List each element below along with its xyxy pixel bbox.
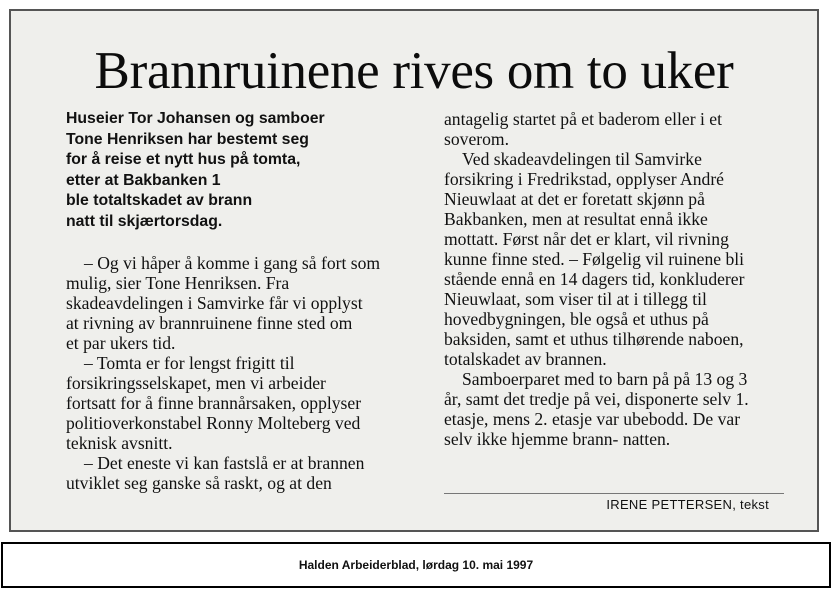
body-line: utviklet seg ganske så raskt, og at den [66,473,332,493]
body-line: skadeavdelingen i Samvirke får vi opplyst [66,293,363,313]
body-paragraph [444,149,789,369]
body-line: mulig, sier Tone Henriksen. Fra [66,273,290,293]
lead-line: Tone Henriksen har bestemt seg [66,130,309,148]
body-paragraph [444,369,789,449]
body-line: antagelig startet på et baderom eller i et [444,109,722,129]
lead-line: natt til skjærtorsdag. [66,212,223,230]
body-line: Ved skadeavdelingen til Samvirke [462,149,702,169]
lead-line: Huseier Tor Johansen og samboer [66,110,325,127]
lead-paragraph [66,109,416,232]
lead-line: for å reise et nytt hus på tomta, [66,151,301,168]
body-line: totalskadet av brannen. [444,349,607,369]
body-line: hovedbygningen, ble også et uthus på [444,309,709,329]
body-line: Bakbanken, men at resultat ennå ikke [444,209,708,229]
body-line: etasje, mens 2. etasje var ubebodd. De var [444,409,741,429]
body-line: et par ukers tid. [66,333,176,353]
body-line: – Tomta er for lengst frigitt til [84,353,295,373]
body-line: mottatt. Først når det er klart, vil rivning [444,229,729,249]
body-line: kunne finne sted. – Følgelig vil ruinene bli [444,249,745,269]
body-line: – Og vi håper å komme i gang så fort som [84,253,381,273]
body-line: år, samt det tredje på vei, disponerte selv 1. [444,389,749,409]
body-line: fortsatt for å finne brannårsaken, opplyser [66,393,362,413]
headline: Brannruinene rives om to uker [94,42,734,100]
body-paragraph [66,453,416,493]
byline: IRENE PETTERSEN, tekst [606,497,769,512]
body-paragraph [444,109,789,149]
body-line: Nieuwlaat at det er foretatt skjønn på [444,189,705,209]
body-line: teknisk avsnitt. [66,433,173,453]
source-caption [1,542,831,588]
body-line: forsikring i Fredrikstad, opplyser André [444,169,724,189]
body-line: – Det eneste vi kan fastslå er at brannen [84,453,365,473]
lead-line: etter at Bakbanken 1 [66,171,221,189]
caption-text: Halden Arbeiderblad, lørdag 10. mai 1997 [298,558,534,572]
body-line: Nieuwlaat, som viser til at i tillegg til [444,289,707,309]
body-line: soverom. [444,129,509,149]
body-line: baksiden, samt et uthus tilhørende naboen, [444,329,744,349]
body-line: Samboerparet med to barn på på 13 og 3 [462,369,748,389]
body-line: forsikringsselskapet, men vi arbeider [66,373,326,393]
body-line: stående ennå en 14 dagers tid, konkluderer [444,269,745,289]
body-line: politioverkonstabel Ronny Molteberg ved [66,413,361,433]
body-line: at rivning av brannruinene finne sted om [66,313,353,333]
right-column [444,109,789,449]
byline-rule [444,493,784,494]
body-paragraph [66,353,416,453]
body-paragraph [66,253,416,353]
newspaper-clipping [9,9,819,532]
body-line: selv ikke hjemme brann- natten. [444,429,671,449]
lead-line: ble totaltskadet av brann [66,192,253,209]
left-column [66,109,416,493]
